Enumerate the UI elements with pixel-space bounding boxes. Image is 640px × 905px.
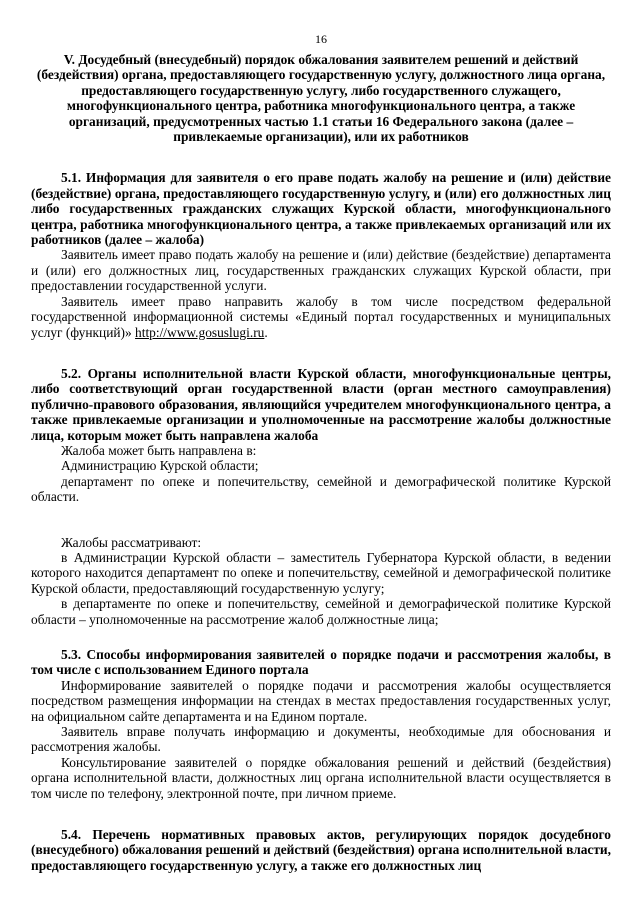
subsection-5-4-heading: 5.4. Перечень нормативных правовых актов, регулирующих порядок досудебного (внесудебного) обжалования решений и действий (бездействия) органа исполнительной власти, предоставляющего государственную услугу, а также его должностных лиц bbox=[31, 827, 611, 873]
paragraph: в Администрации Курской области – заместитель Губернатора Курской области, в ведении которого находится департамент по опеке и попечительству, семейной и демографической политике Курской области, предоставляющий государственную услугу; bbox=[31, 549, 611, 596]
paragraph bbox=[31, 294, 611, 340]
paragraph: Заявитель имеет право подать жалобу на решение и (или) действие (бездействие) департамента и (или) его должностных лиц, государственных гражданских служащих Курской области, при предоставлении государственной услуги. bbox=[31, 247, 611, 294]
subsection-5-4 bbox=[31, 827, 611, 873]
subsection-5-3-heading: 5.3. Способы информирования заявителей о порядке подачи и рассмотрения жалобы, в том числе с использованием Единого портала bbox=[31, 647, 611, 678]
subsection-5-1-heading: 5.1. Информация для заявителя о его праве подать жалобу на решение и (или) действие (бездействие) органа, предоставляющего государственную услугу, и (или) его должностных лиц либо государственных гражданских служащих Курской области, многофункционального центра, работника многофункционального центра, а также привлекаемых организаций или их работников (далее – жалоба) bbox=[31, 170, 611, 248]
paragraph: Консультирование заявителей о порядке обжалования решений и действий (бездействия) органа исполнительной власти, должностных лиц органа исполнительной власти осуществляется в том числе по телефону, электронной почте, при личном приеме. bbox=[31, 754, 611, 801]
section-title: V. Досудебный (внесудебный) порядок обжалования заявителем решений и действий (бездействия) органа, предоставляющего государственную услугу, должностного лица органа, предоставляющего государственную услугу, либо государственного служащего, многофункционального центра, работника многофункционального центра, а также организаций, предусмотренных частью 1.1 статьи 16 Федерального закона (далее – привлекаемые организации), или их работников bbox=[36, 52, 606, 145]
paragraph: Жалоба может быть направлена в: bbox=[61, 442, 257, 458]
paragraph: Информирование заявителей о порядке подачи и рассмотрения жалобы осуществляется посредством размещения информации на стендах в местах предоставления государственных услуг, на официальном сайте департамента и на Едином портале. bbox=[31, 677, 611, 724]
paragraph-end: . bbox=[264, 324, 268, 340]
page-number: 16 bbox=[315, 32, 327, 46]
subsection-5-1 bbox=[31, 170, 611, 339]
paragraph: Заявитель вправе получать информацию и документы, необходимые для обоснования и рассмотрения жалобы. bbox=[31, 724, 611, 755]
paragraph: Администрацию Курской области; bbox=[61, 458, 259, 474]
subsection-5-3 bbox=[31, 647, 611, 801]
paragraph: департамент по опеке и попечительству, семейной и демографической политике Курской области. bbox=[31, 473, 611, 505]
paragraph: в департаменте по опеке и попечительству, семейной и демографической политике Курской области – уполномоченные на рассмотрение жалоб должностные лица; bbox=[31, 596, 611, 627]
gosuslugi-link[interactable]: http://www.gosuslugi.ru bbox=[135, 324, 265, 340]
subsection-5-2 bbox=[31, 366, 611, 627]
paragraph: Жалобы рассматривают: bbox=[61, 534, 202, 550]
paragraph-text: Заявитель имеет право направить жалобу в том числе посредством федеральной государственной информационной системы «Единый портал государственных и муниципальных услуг (функций)» bbox=[31, 293, 611, 340]
document-page bbox=[31, 32, 611, 873]
subsection-5-2-heading: 5.2. Органы исполнительной власти Курской области, многофункциональные центры, либо соответствующий орган государственной власти (орган местного самоуправления) публично-правового образования, являющийся учредителем многофункционального центра, а также привлекаемые организации и уполномоченные на рассмотрение жалобы должностные лица, которым может быть направлена жалоба bbox=[31, 365, 611, 443]
